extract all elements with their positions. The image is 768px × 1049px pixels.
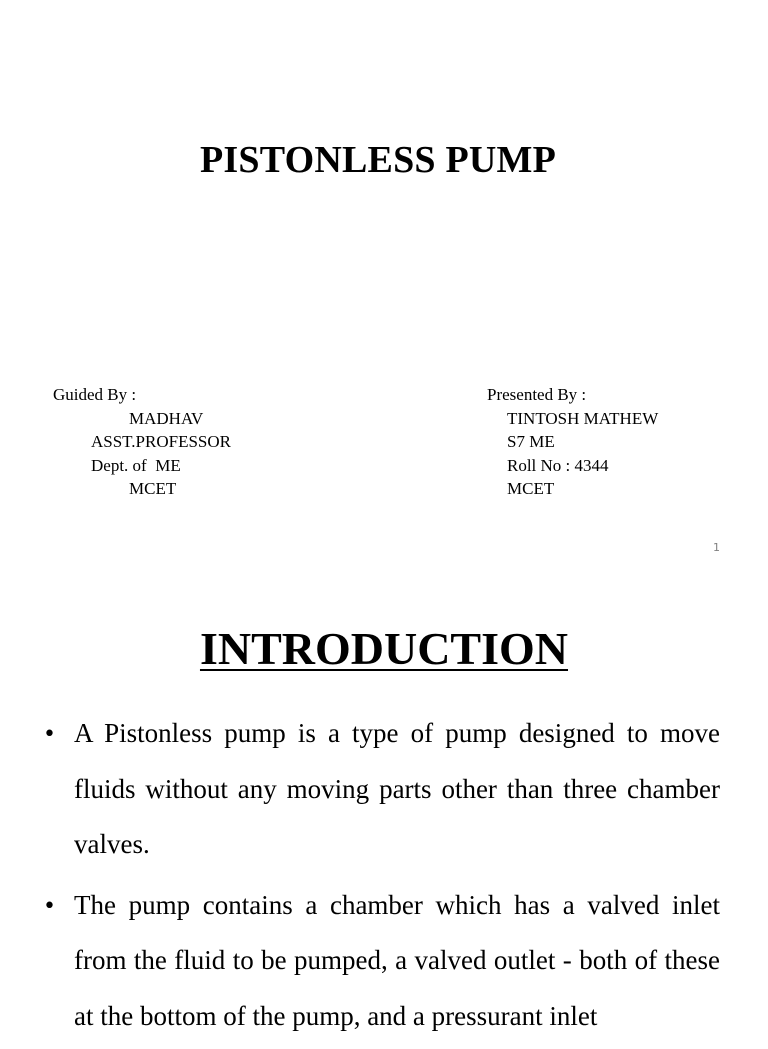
slide-title: PISTONLESS PUMP bbox=[200, 139, 556, 181]
guide-department: Dept. of ME bbox=[91, 455, 181, 475]
guide-designation: ASST.PROFESSOR bbox=[91, 432, 231, 451]
section-title: INTRODUCTION bbox=[199, 623, 569, 674]
presenter-name: TINTOSH MATHEW bbox=[507, 408, 659, 428]
introduction-slide bbox=[0, 570, 768, 1031]
bullet-icon: • bbox=[43, 722, 56, 747]
bullet-text: A Pistonless pump is a type of pump designed to move fluids without any moving parts other than three chamber valves. bbox=[74, 718, 720, 859]
guide-college: MCET bbox=[129, 479, 177, 498]
bullet-list bbox=[0, 706, 768, 1049]
guided-by-label: Guided By : bbox=[53, 385, 137, 404]
bullet-icon: • bbox=[43, 893, 56, 919]
presented-by-label: Presented By : bbox=[487, 385, 587, 404]
presenter-college: MCET bbox=[507, 479, 555, 498]
guided-by-block bbox=[53, 383, 231, 501]
page-number: 1 bbox=[713, 541, 720, 554]
guide-name: MADHAV bbox=[129, 408, 204, 428]
list-item bbox=[0, 878, 768, 1045]
presenter-roll-no: Roll No : 4344 bbox=[507, 455, 609, 475]
presented-by-block bbox=[487, 383, 658, 501]
bullet-text: The pump contains a chamber which has a valved inlet from the fluid to be pumped, a valved outlet - both of these at the bottom of the pump, and a pressurant inlet bbox=[74, 889, 720, 1031]
list-item bbox=[0, 706, 768, 873]
presenter-class: S7 ME bbox=[507, 432, 555, 451]
